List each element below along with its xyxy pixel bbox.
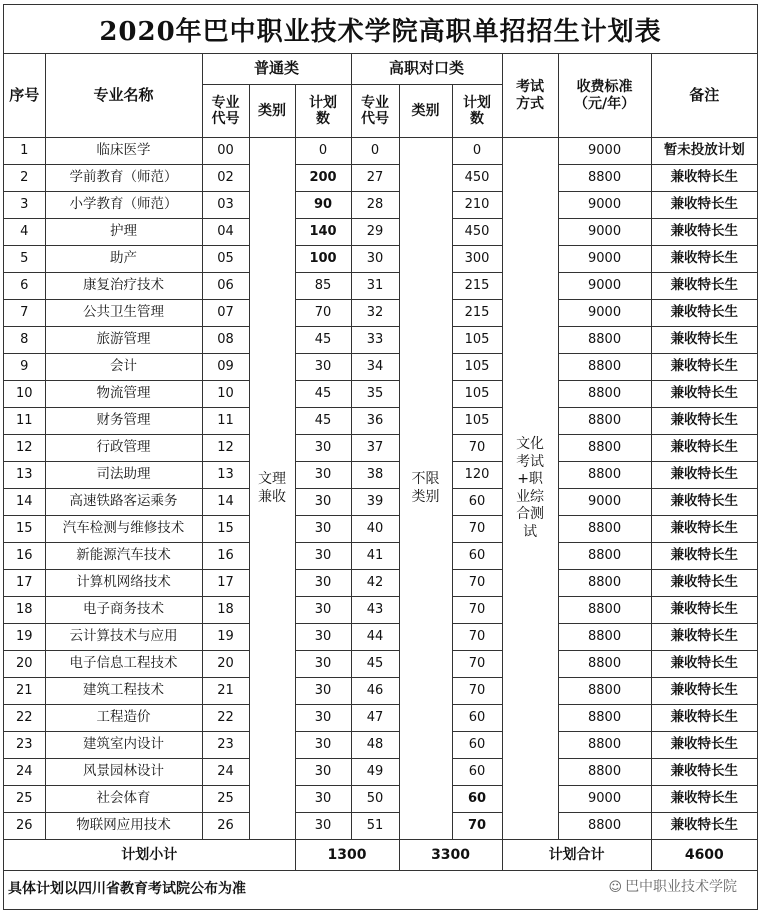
page-title: 2020年巴中职业技术学院高职单招招生计划表 (4, 5, 757, 54)
row-major-name: 财务管理 (45, 408, 202, 435)
row-seq: 26 (4, 813, 45, 840)
row-general-plan: 70 (295, 300, 351, 327)
table-row (4, 273, 757, 300)
row-vocational-code: 50 (351, 786, 399, 813)
row-vocational-plan: 120 (452, 462, 502, 489)
row-general-plan: 45 (295, 408, 351, 435)
watermark (609, 879, 738, 896)
row-fee: 9000 (558, 246, 651, 273)
row-major-name: 计算机网络技术 (45, 570, 202, 597)
row-major-name: 行政管理 (45, 435, 202, 462)
table-row (4, 759, 757, 786)
vocational-category-text: 不限类别 (411, 471, 440, 505)
row-major-name: 建筑室内设计 (45, 732, 202, 759)
row-fee: 8800 (558, 678, 651, 705)
row-general-code: 17 (202, 570, 249, 597)
footnote-row (4, 871, 757, 909)
header-vocational-category: 类别 (399, 85, 452, 138)
header-vocational-code-text: 专业代号 (361, 94, 390, 127)
exam-method-text: 文化考试+职业综合测试 (516, 436, 545, 540)
row-fee: 8800 (558, 354, 651, 381)
row-seq: 13 (4, 462, 45, 489)
header-seq: 序号 (4, 54, 45, 138)
row-general-code: 11 (202, 408, 249, 435)
row-vocational-plan: 70 (452, 435, 502, 462)
row-major-name: 电子信息工程技术 (45, 651, 202, 678)
row-vocational-plan: 105 (452, 408, 502, 435)
row-general-plan: 100 (295, 246, 351, 273)
row-fee: 9000 (558, 192, 651, 219)
row-major-name: 高速铁路客运乘务 (45, 489, 202, 516)
table-row (4, 246, 757, 273)
table-row (4, 732, 757, 759)
row-fee: 9000 (558, 219, 651, 246)
row-general-code: 06 (202, 273, 249, 300)
row-general-plan: 30 (295, 597, 351, 624)
header-general-plan (295, 85, 351, 138)
row-seq: 16 (4, 543, 45, 570)
row-remark: 兼收特长生 (651, 570, 757, 597)
row-seq: 14 (4, 489, 45, 516)
row-seq: 9 (4, 354, 45, 381)
row-vocational-plan: 70 (452, 624, 502, 651)
row-fee: 8800 (558, 543, 651, 570)
row-general-plan: 90 (295, 192, 351, 219)
row-fee: 8800 (558, 732, 651, 759)
row-vocational-plan: 215 (452, 273, 502, 300)
row-general-plan: 30 (295, 462, 351, 489)
table-row (4, 786, 757, 813)
row-remark: 兼收特长生 (651, 705, 757, 732)
row-major-name: 会计 (45, 354, 202, 381)
row-remark: 兼收特长生 (651, 489, 757, 516)
general-total: 1300 (295, 840, 399, 871)
row-remark: 兼收特长生 (651, 597, 757, 624)
row-vocational-code: 30 (351, 246, 399, 273)
row-seq: 17 (4, 570, 45, 597)
row-vocational-code: 40 (351, 516, 399, 543)
row-general-plan: 85 (295, 273, 351, 300)
row-general-plan: 30 (295, 759, 351, 786)
row-general-code: 14 (202, 489, 249, 516)
row-fee: 8800 (558, 165, 651, 192)
table-row (4, 489, 757, 516)
table-row (4, 408, 757, 435)
row-major-name: 司法助理 (45, 462, 202, 489)
row-general-code: 15 (202, 516, 249, 543)
row-remark: 兼收特长生 (651, 516, 757, 543)
row-fee: 8800 (558, 327, 651, 354)
row-general-plan: 30 (295, 570, 351, 597)
row-remark: 兼收特长生 (651, 246, 757, 273)
row-vocational-code: 44 (351, 624, 399, 651)
row-seq: 23 (4, 732, 45, 759)
row-remark: 兼收特长生 (651, 327, 757, 354)
row-vocational-code: 47 (351, 705, 399, 732)
row-general-plan: 30 (295, 651, 351, 678)
general-category-text: 文理兼收 (258, 471, 286, 505)
row-remark: 兼收特长生 (651, 300, 757, 327)
row-general-code: 08 (202, 327, 249, 354)
row-major-name: 康复治疗技术 (45, 273, 202, 300)
row-vocational-code: 38 (351, 462, 399, 489)
row-fee: 9000 (558, 273, 651, 300)
row-general-code: 04 (202, 219, 249, 246)
row-vocational-code: 35 (351, 381, 399, 408)
row-seq: 21 (4, 678, 45, 705)
subtotal-row (4, 840, 757, 871)
row-vocational-plan: 60 (452, 705, 502, 732)
row-seq: 8 (4, 327, 45, 354)
table-row (4, 813, 757, 840)
vocational-category-merged (399, 138, 452, 840)
row-remark: 兼收特长生 (651, 192, 757, 219)
row-fee: 8800 (558, 624, 651, 651)
row-general-code: 23 (202, 732, 249, 759)
row-seq: 24 (4, 759, 45, 786)
row-fee: 8800 (558, 462, 651, 489)
row-vocational-plan: 0 (452, 138, 502, 165)
row-general-plan: 200 (295, 165, 351, 192)
row-general-plan: 30 (295, 354, 351, 381)
row-general-code: 20 (202, 651, 249, 678)
row-fee: 9000 (558, 138, 651, 165)
row-vocational-code: 32 (351, 300, 399, 327)
row-vocational-plan: 70 (452, 570, 502, 597)
table-row (4, 597, 757, 624)
row-general-code: 10 (202, 381, 249, 408)
row-major-name: 电子商务技术 (45, 597, 202, 624)
row-seq: 3 (4, 192, 45, 219)
row-vocational-code: 27 (351, 165, 399, 192)
row-general-code: 18 (202, 597, 249, 624)
row-vocational-plan: 70 (452, 651, 502, 678)
row-major-name: 小学教育（师范） (45, 192, 202, 219)
row-major-name: 物流管理 (45, 381, 202, 408)
row-vocational-code: 33 (351, 327, 399, 354)
row-vocational-code: 34 (351, 354, 399, 381)
row-general-plan: 140 (295, 219, 351, 246)
header-remarks: 备注 (651, 54, 757, 138)
row-remark: 兼收特长生 (651, 759, 757, 786)
row-vocational-code: 48 (351, 732, 399, 759)
row-major-name: 工程造价 (45, 705, 202, 732)
table-row (4, 651, 757, 678)
row-vocational-code: 28 (351, 192, 399, 219)
row-major-name: 云计算技术与应用 (45, 624, 202, 651)
table-row (4, 705, 757, 732)
row-major-name: 建筑工程技术 (45, 678, 202, 705)
row-general-plan: 45 (295, 381, 351, 408)
row-vocational-plan: 105 (452, 327, 502, 354)
row-general-code: 00 (202, 138, 249, 165)
row-remark: 兼收特长生 (651, 435, 757, 462)
row-seq: 4 (4, 219, 45, 246)
row-fee: 9000 (558, 489, 651, 516)
row-remark: 兼收特长生 (651, 624, 757, 651)
header-general-group: 普通类 (202, 54, 351, 85)
row-general-plan: 30 (295, 624, 351, 651)
row-vocational-code: 43 (351, 597, 399, 624)
header-general-category: 类别 (249, 85, 295, 138)
header-general-code (202, 85, 249, 138)
table-row (4, 354, 757, 381)
row-general-plan: 30 (295, 489, 351, 516)
row-vocational-code: 51 (351, 813, 399, 840)
row-general-plan: 30 (295, 516, 351, 543)
row-seq: 12 (4, 435, 45, 462)
row-fee: 8800 (558, 705, 651, 732)
row-vocational-code: 0 (351, 138, 399, 165)
row-remark: 兼收特长生 (651, 786, 757, 813)
row-seq: 18 (4, 597, 45, 624)
header-exam-method-text: 考试方式 (516, 79, 545, 112)
row-general-code: 09 (202, 354, 249, 381)
exam-method-merged (502, 138, 558, 840)
table-row (4, 327, 757, 354)
row-general-code: 13 (202, 462, 249, 489)
row-vocational-code: 49 (351, 759, 399, 786)
row-vocational-plan: 60 (452, 543, 502, 570)
row-vocational-code: 39 (351, 489, 399, 516)
row-seq: 19 (4, 624, 45, 651)
row-fee: 8800 (558, 759, 651, 786)
row-fee: 8800 (558, 570, 651, 597)
row-seq: 1 (4, 138, 45, 165)
row-general-code: 07 (202, 300, 249, 327)
row-fee: 8800 (558, 813, 651, 840)
row-major-name: 物联网应用技术 (45, 813, 202, 840)
row-general-code: 19 (202, 624, 249, 651)
row-seq: 25 (4, 786, 45, 813)
row-fee: 8800 (558, 651, 651, 678)
table-row (4, 462, 757, 489)
row-seq: 22 (4, 705, 45, 732)
row-vocational-code: 46 (351, 678, 399, 705)
row-general-code: 21 (202, 678, 249, 705)
general-category-merged (249, 138, 295, 840)
row-seq: 11 (4, 408, 45, 435)
header-vocational-plan-text: 计划数 (463, 94, 492, 127)
row-remark: 兼收特长生 (651, 219, 757, 246)
row-fee: 8800 (558, 408, 651, 435)
footnote-cell (4, 871, 757, 909)
row-general-plan: 30 (295, 732, 351, 759)
row-vocational-plan: 60 (452, 786, 502, 813)
row-vocational-code: 45 (351, 651, 399, 678)
row-general-plan: 30 (295, 543, 351, 570)
table-row (4, 570, 757, 597)
row-vocational-code: 29 (351, 219, 399, 246)
table-row (4, 435, 757, 462)
row-remark: 兼收特长生 (651, 381, 757, 408)
header-general-plan-text: 计划数 (309, 94, 338, 127)
row-remark: 兼收特长生 (651, 678, 757, 705)
header-vocational-code (351, 85, 399, 138)
row-major-name: 临床医学 (45, 138, 202, 165)
row-seq: 15 (4, 516, 45, 543)
table-row (4, 624, 757, 651)
row-seq: 2 (4, 165, 45, 192)
row-seq: 5 (4, 246, 45, 273)
row-vocational-plan: 105 (452, 354, 502, 381)
header-vocational-group: 高职对口类 (351, 54, 502, 85)
enrollment-plan-table (4, 53, 757, 908)
row-fee: 9000 (558, 786, 651, 813)
row-remark: 兼收特长生 (651, 273, 757, 300)
row-vocational-code: 36 (351, 408, 399, 435)
row-general-code: 26 (202, 813, 249, 840)
row-major-name: 旅游管理 (45, 327, 202, 354)
row-general-code: 22 (202, 705, 249, 732)
row-general-plan: 30 (295, 813, 351, 840)
row-vocational-code: 41 (351, 543, 399, 570)
header-exam-method (502, 54, 558, 138)
row-vocational-code: 37 (351, 435, 399, 462)
row-vocational-plan: 105 (452, 381, 502, 408)
row-vocational-plan: 60 (452, 759, 502, 786)
row-vocational-plan: 215 (452, 300, 502, 327)
row-general-plan: 30 (295, 678, 351, 705)
row-major-name: 公共卫生管理 (45, 300, 202, 327)
table-row (4, 192, 757, 219)
row-fee: 8800 (558, 597, 651, 624)
row-remark: 兼收特长生 (651, 165, 757, 192)
vocational-total: 3300 (399, 840, 502, 871)
table-row (4, 543, 757, 570)
row-general-code: 16 (202, 543, 249, 570)
row-fee: 8800 (558, 381, 651, 408)
row-fee: 8800 (558, 435, 651, 462)
row-general-code: 24 (202, 759, 249, 786)
row-general-plan: 45 (295, 327, 351, 354)
table-row (4, 219, 757, 246)
table-row (4, 678, 757, 705)
row-general-code: 25 (202, 786, 249, 813)
row-major-name: 护理 (45, 219, 202, 246)
row-general-plan: 30 (295, 705, 351, 732)
row-seq: 10 (4, 381, 45, 408)
row-vocational-plan: 450 (452, 165, 502, 192)
row-remark: 兼收特长生 (651, 651, 757, 678)
row-vocational-plan: 60 (452, 489, 502, 516)
grand-total-label: 计划合计 (502, 840, 651, 871)
row-vocational-code: 42 (351, 570, 399, 597)
row-vocational-plan: 70 (452, 813, 502, 840)
header-vocational-plan (452, 85, 502, 138)
row-vocational-plan: 300 (452, 246, 502, 273)
table-row (4, 165, 757, 192)
grand-total: 4600 (651, 840, 757, 871)
row-major-name: 汽车检测与维修技术 (45, 516, 202, 543)
header-fee-standard-text: 收费标准（元/年） (574, 79, 636, 112)
table-row (4, 300, 757, 327)
row-vocational-plan: 60 (452, 732, 502, 759)
table-row (4, 381, 757, 408)
row-remark: 暂未投放计划 (651, 138, 757, 165)
table-row (4, 138, 757, 165)
row-general-plan: 30 (295, 435, 351, 462)
row-remark: 兼收特长生 (651, 354, 757, 381)
row-major-name: 风景园林设计 (45, 759, 202, 786)
footnote-text: 具体计划以四川省教育考试院公布为准 (8, 881, 246, 898)
row-seq: 7 (4, 300, 45, 327)
row-general-plan: 30 (295, 786, 351, 813)
row-vocational-plan: 70 (452, 516, 502, 543)
row-general-code: 05 (202, 246, 249, 273)
row-vocational-plan: 450 (452, 219, 502, 246)
row-remark: 兼收特长生 (651, 462, 757, 489)
row-vocational-plan: 70 (452, 597, 502, 624)
row-general-code: 02 (202, 165, 249, 192)
wechat-icon: ☺ (608, 880, 623, 895)
subtotal-label: 计划小计 (4, 840, 295, 871)
row-remark: 兼收特长生 (651, 813, 757, 840)
row-seq: 20 (4, 651, 45, 678)
header-major-name: 专业名称 (45, 54, 202, 138)
row-major-name: 新能源汽车技术 (45, 543, 202, 570)
row-fee: 8800 (558, 516, 651, 543)
header-fee-standard (558, 54, 651, 138)
row-remark: 兼收特长生 (651, 408, 757, 435)
watermark-text: 巴中职业技术学院 (625, 879, 738, 895)
row-major-name: 助产 (45, 246, 202, 273)
row-seq: 6 (4, 273, 45, 300)
row-general-plan: 0 (295, 138, 351, 165)
header-general-code-text: 专业代号 (211, 94, 240, 127)
row-fee: 9000 (558, 300, 651, 327)
row-general-code: 03 (202, 192, 249, 219)
row-remark: 兼收特长生 (651, 732, 757, 759)
row-vocational-plan: 70 (452, 678, 502, 705)
row-remark: 兼收特长生 (651, 543, 757, 570)
row-general-code: 12 (202, 435, 249, 462)
table-row (4, 516, 757, 543)
row-vocational-plan: 210 (452, 192, 502, 219)
row-major-name: 学前教育（师范） (45, 165, 202, 192)
row-major-name: 社会体育 (45, 786, 202, 813)
plan-sheet (3, 4, 758, 910)
row-vocational-code: 31 (351, 273, 399, 300)
